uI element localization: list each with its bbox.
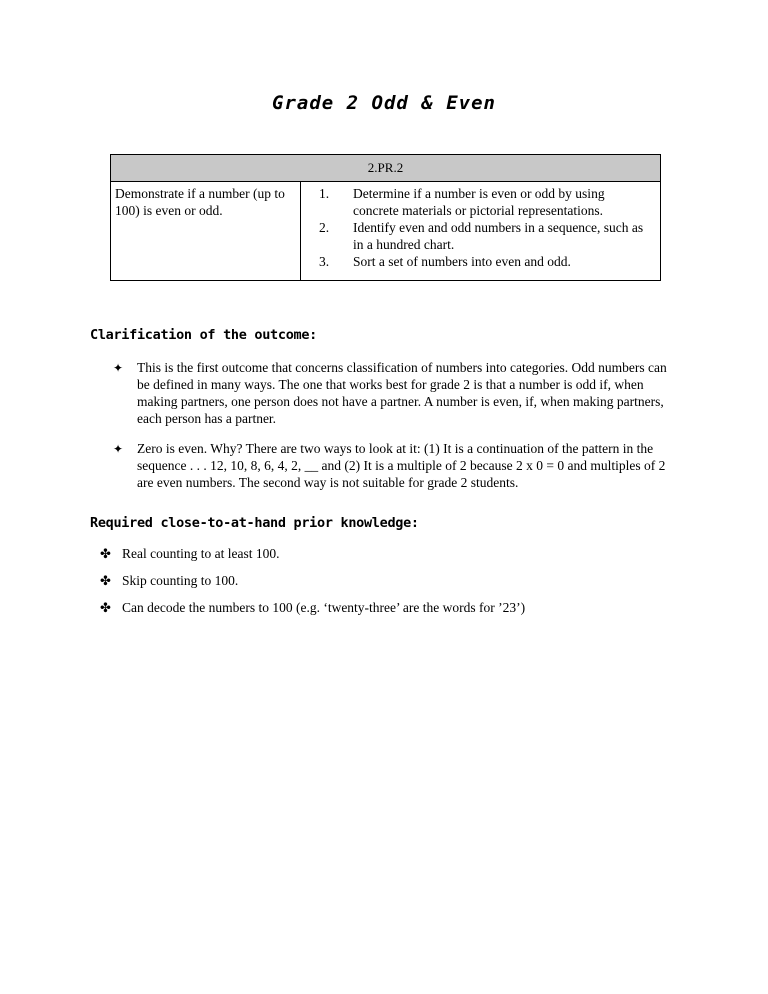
indicator-item [305, 185, 655, 219]
list-item [100, 599, 710, 616]
bullet-text: Zero is even. Why? There are two ways to look at it: (1) It is a continuation of the pattern in the sequence . . . 12, 10, 8, 6, 4, 2, __ and (2) It is a multiple of 2 because 2 x 0 = 0 and multiples of 2 are even numbers. The second way is not suitable for grade 2 students. [137, 441, 666, 490]
table-body-row [111, 182, 661, 281]
outcome-table [110, 154, 661, 281]
star-bullet-icon: ✦ [113, 361, 124, 375]
star-bullet-icon: ✦ [113, 442, 124, 456]
clover-bullet-icon: ✤ [100, 600, 111, 615]
indicators-cell [301, 182, 661, 281]
indicator-number: 1. [319, 186, 330, 201]
indicator-text: Determine if a number is even or odd by using concrete materials or pictorial representations. [353, 186, 605, 218]
clover-bullet-icon: ✤ [100, 546, 111, 561]
table-header-row [111, 155, 661, 182]
clover-bullet-icon: ✤ [100, 573, 111, 588]
outcome-cell: Demonstrate if a number (up to 100) is even or odd. [111, 182, 301, 281]
list-item [100, 572, 710, 589]
indicator-number: 3. [319, 254, 330, 269]
bullet-text: Real counting to at least 100. [122, 546, 280, 561]
indicator-text: Sort a set of numbers into even and odd. [353, 254, 571, 269]
bullet-text: This is the first outcome that concerns classification of numbers into categories. Odd numbers can be defined in many ways. The one that works best for grade 2 is that a number is odd if, when making partners, one person does not have a partner. A number is even, if, when making partners, each person has a partner. [137, 360, 667, 426]
bullet-text: Can decode the numbers to 100 (e.g. ‘twenty-three’ are the words for ’23’) [122, 600, 526, 615]
list-item [113, 359, 679, 427]
clarification-heading: Clarification of the outcome: [90, 327, 318, 343]
indicator-number: 2. [319, 220, 330, 235]
indicator-item [305, 219, 655, 253]
bullet-text: Skip counting to 100. [122, 573, 239, 588]
page-title: Grade 2 Odd & Even [272, 92, 496, 114]
table-header-cell: 2.PR.2 [111, 155, 661, 182]
prior-knowledge-heading: Required close-to-at-hand prior knowledge: [90, 515, 419, 531]
list-item [113, 440, 679, 491]
prior-knowledge-list [0, 545, 768, 616]
indicator-text: Identify even and odd numbers in a sequence, such as in a hundred chart. [353, 220, 644, 252]
list-item [100, 545, 710, 562]
clarification-list [0, 359, 768, 491]
indicator-item [305, 253, 655, 270]
